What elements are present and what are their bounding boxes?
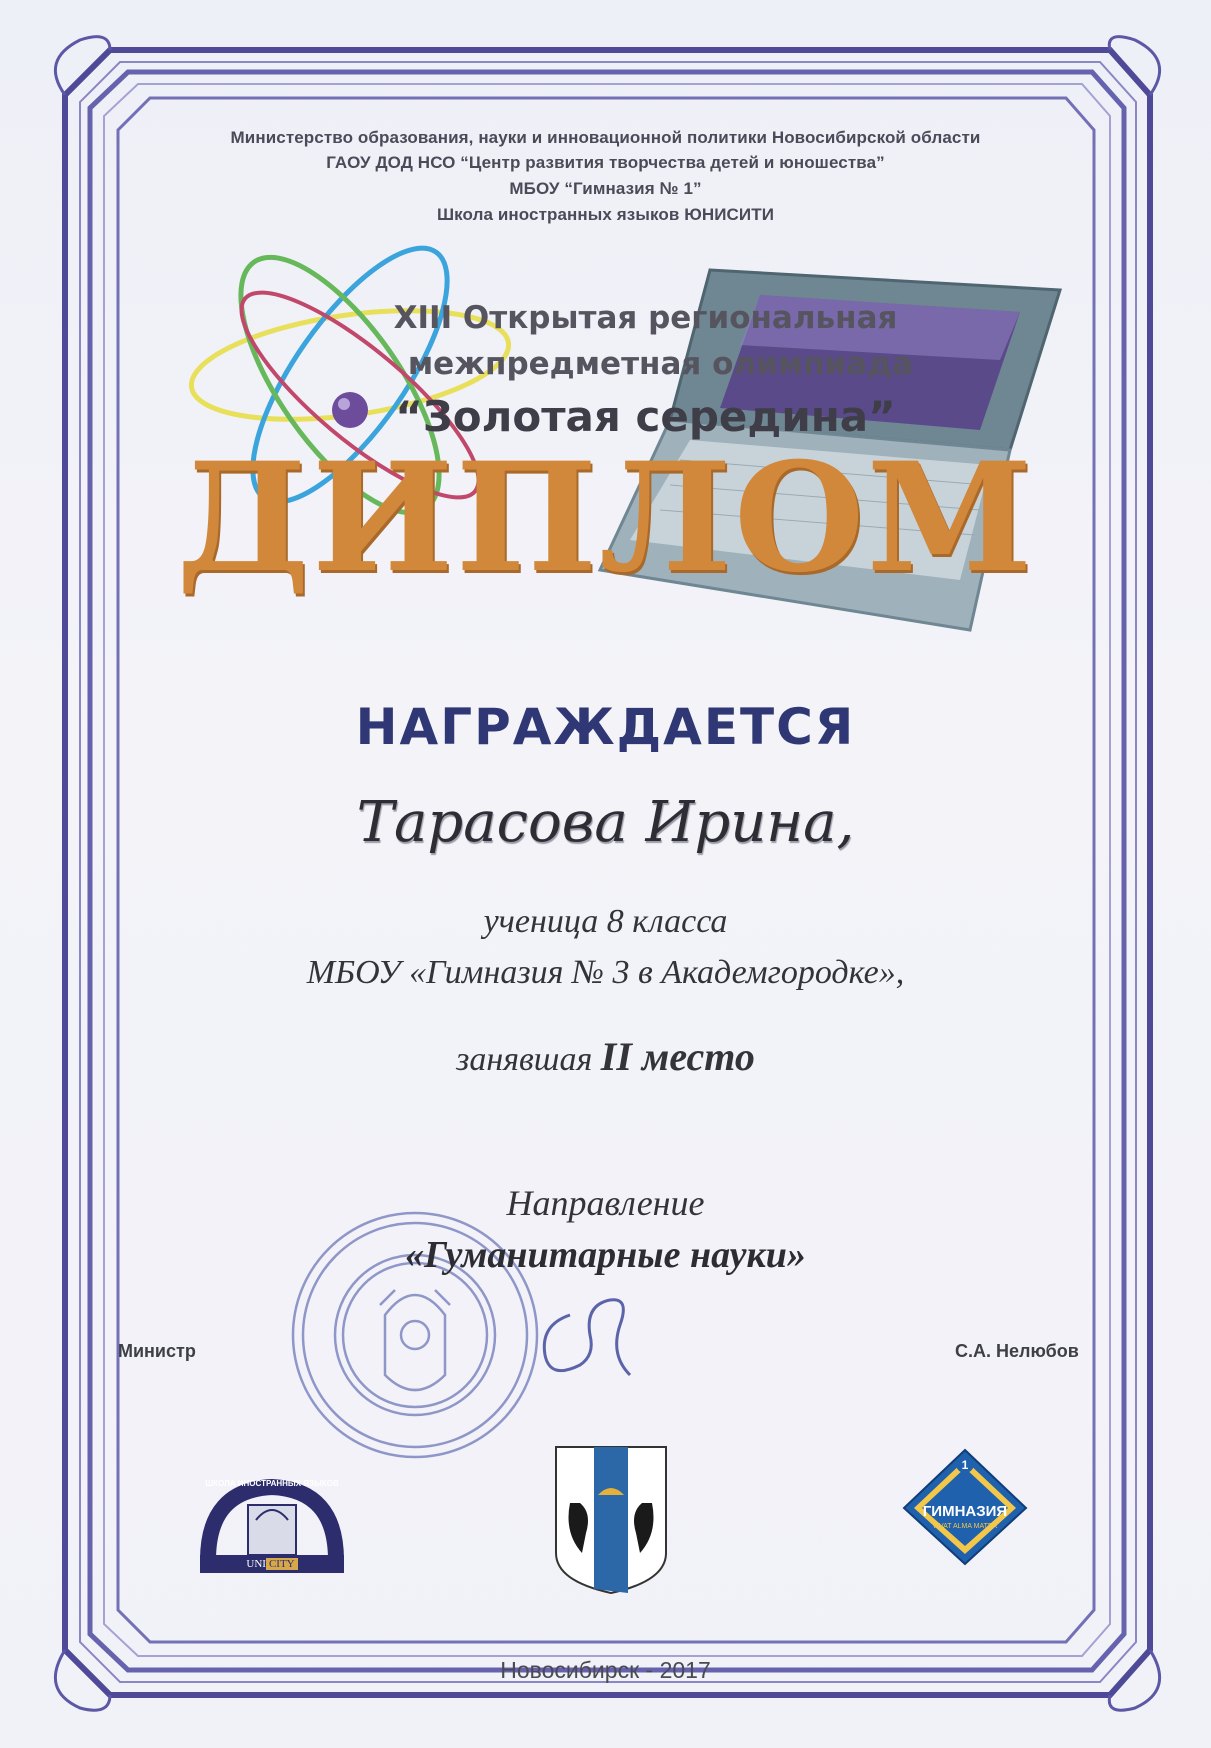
recipient-grade: ученица 8 класса bbox=[483, 903, 728, 940]
recipient-school: МБОУ «Гимназия № 3 в Академгородке», bbox=[306, 954, 905, 991]
place-value: II место bbox=[600, 1034, 755, 1079]
olympiad-line-3: “Золотая середина” bbox=[395, 392, 896, 441]
coat-of-arms-icon bbox=[552, 1443, 670, 1595]
gymnasium-logo-motto: VIVAT ALMA MATER bbox=[932, 1523, 998, 1530]
recipient-name: Тарасова Ирина, bbox=[356, 790, 855, 855]
school-logo-sub-a: UNI bbox=[246, 1558, 266, 1570]
gymnasium-logo-name: ГИМНАЗИЯ bbox=[922, 1503, 1008, 1520]
header-center: ГАОУ ДОД НСО “Центр развития творчества детей и юношества” bbox=[326, 153, 885, 172]
gymnasium-logo-number: 1 bbox=[961, 1458, 969, 1472]
signature-scribble-icon bbox=[510, 1285, 650, 1395]
award-label: НАГРАЖДАЕТСЯ bbox=[355, 698, 856, 756]
olympiad-line-1: XIII Открытая региональная bbox=[393, 300, 898, 336]
direction-value: «Гуманитарные науки» bbox=[405, 1234, 806, 1276]
school-logo-icon bbox=[198, 1475, 346, 1575]
recipient-place-line bbox=[0, 1033, 1211, 1080]
header-gymnasium: МБОУ “Гимназия № 1” bbox=[509, 179, 702, 198]
signature-role: Министр bbox=[118, 1341, 196, 1361]
gymnasium-logo-icon bbox=[900, 1446, 1030, 1566]
footer-city-year: Новосибирск - 2017 bbox=[500, 1657, 711, 1683]
header-language-school: Школа иностранных языков ЮНИСИТИ bbox=[436, 205, 775, 224]
header-ministry: Министерство образования, науки и инновационной политики Новосибирской области bbox=[230, 128, 981, 147]
direction-label: Направление bbox=[506, 1183, 705, 1223]
school-logo-text: ШКОЛА ИНОСТРАННЫХ ЯЗЫКОВ bbox=[205, 1479, 339, 1488]
signature-name: С.А. Нелюбов bbox=[955, 1341, 1079, 1361]
diploma-title: ДИПЛОМ bbox=[176, 430, 1035, 606]
school-logo-sub-b: CITY bbox=[266, 1558, 298, 1570]
place-prefix: занявшая bbox=[456, 1041, 593, 1078]
school-logo-sub bbox=[198, 1558, 346, 1570]
olympiad-line-2: межпредметная олимпиада bbox=[407, 346, 914, 382]
